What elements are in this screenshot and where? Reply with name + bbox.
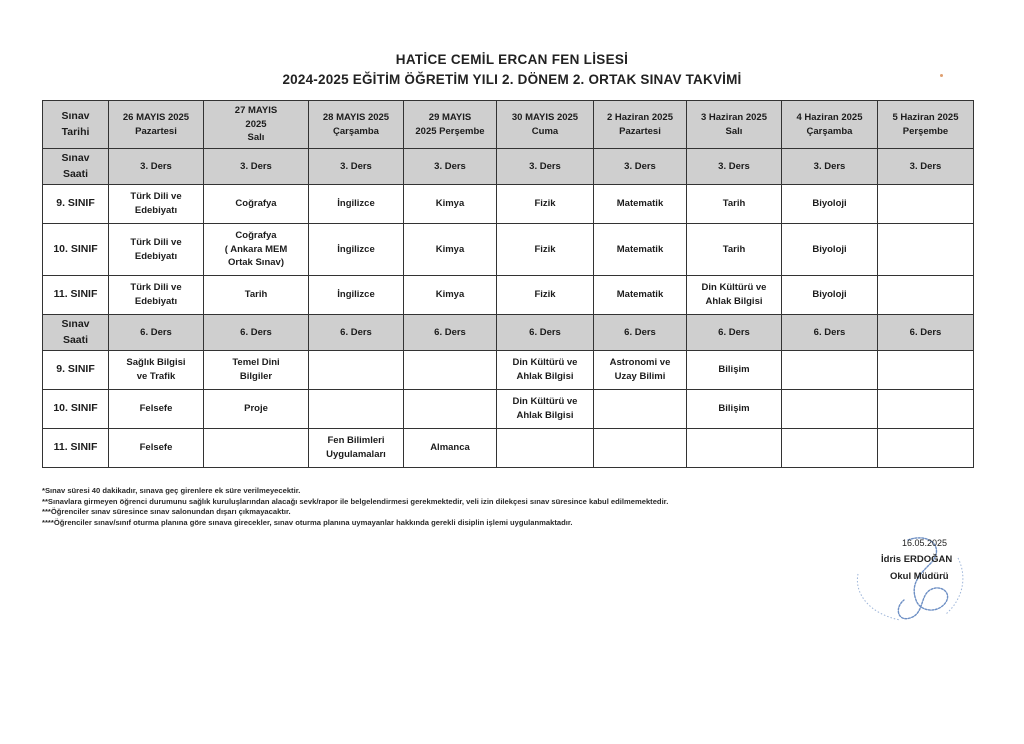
exam-hour-cell: 3. Ders bbox=[878, 149, 974, 185]
exam-subject-cell bbox=[594, 390, 687, 429]
class-row bbox=[43, 351, 974, 390]
principal-signature-block bbox=[850, 534, 970, 624]
class-row bbox=[43, 429, 974, 468]
exam-date-7: 3 Haziran 2025 Salı bbox=[687, 101, 782, 149]
exam-subject-cell bbox=[878, 351, 974, 390]
exam-subject-cell bbox=[497, 429, 594, 468]
exam-subject-cell: Tarih bbox=[687, 224, 782, 276]
exam-subject-cell: Fizik bbox=[497, 224, 594, 276]
exam-hour-cell: 6. Ders bbox=[687, 315, 782, 351]
class-label: 10. SINIF bbox=[43, 390, 109, 429]
class-label: 11. SINIF bbox=[43, 429, 109, 468]
exam-hour-cell: 3. Ders bbox=[404, 149, 497, 185]
exam-hour-cell: 6. Ders bbox=[204, 315, 309, 351]
exam-subject-cell: Din Kültürü ve Ahlak Bilgisi bbox=[497, 390, 594, 429]
exam-note: **Sınavlara girmeyen öğrenci durumunu sağlık kuruluşlarından alacağı sevk/rapor ile belgelendirmesi gerekmektedir, veli izin dilekçesi sınav süresince kabul edilmemektedir. bbox=[42, 496, 669, 506]
class-row bbox=[43, 185, 974, 224]
exam-subject-cell: Kimya bbox=[404, 224, 497, 276]
exam-subject-cell: Fizik bbox=[497, 185, 594, 224]
exam-hour-cell: 6. Ders bbox=[782, 315, 878, 351]
exam-subject-cell: Türk Dili ve Edebiyatı bbox=[109, 224, 204, 276]
exam-subject-cell: Matematik bbox=[594, 276, 687, 315]
exam-subject-cell: Proje bbox=[204, 390, 309, 429]
exam-subject-cell: Din Kültürü ve Ahlak Bilgisi bbox=[497, 351, 594, 390]
exam-hour-cell: 6. Ders bbox=[404, 315, 497, 351]
exam-subject-cell: Bilişim bbox=[687, 351, 782, 390]
exam-subject-cell: Bilişim bbox=[687, 390, 782, 429]
exam-hour-cell: 6. Ders bbox=[594, 315, 687, 351]
exam-subject-cell bbox=[782, 351, 878, 390]
exam-subject-cell: Kimya bbox=[404, 185, 497, 224]
exam-hour-cell: 3. Ders bbox=[594, 149, 687, 185]
exam-subject-cell: Türk Dili ve Edebiyatı bbox=[109, 185, 204, 224]
exam-subject-cell: Fen Bilimleri Uygulamaları bbox=[309, 429, 404, 468]
exam-subject-cell: Kimya bbox=[404, 276, 497, 315]
exam-hour-cell: 3. Ders bbox=[687, 149, 782, 185]
exam-date-8: 4 Haziran 2025 Çarşamba bbox=[782, 101, 878, 149]
class-row bbox=[43, 390, 974, 429]
exam-subject-cell bbox=[404, 351, 497, 390]
exam-note: ***Öğrenciler sınav süresince sınav salonundan dışarı çıkmayacaktır. bbox=[42, 507, 291, 516]
exam-subject-cell: Tarih bbox=[204, 276, 309, 315]
exam-subject-cell: Biyoloji bbox=[782, 224, 878, 276]
session1-hour-row bbox=[43, 149, 974, 185]
class-row bbox=[43, 276, 974, 315]
exam-subject-cell bbox=[878, 429, 974, 468]
exam-subject-cell: Astronomi ve Uzay Bilimi bbox=[594, 351, 687, 390]
exam-subject-cell: İngilizce bbox=[309, 224, 404, 276]
exam-subject-cell bbox=[687, 429, 782, 468]
exam-subject-cell: Coğrafya ( Ankara MEM Ortak Sınav) bbox=[204, 224, 309, 276]
class-label: 10. SINIF bbox=[43, 224, 109, 276]
exam-notes bbox=[42, 486, 982, 528]
exam-subject-cell bbox=[878, 185, 974, 224]
exam-hour-cell: 6. Ders bbox=[309, 315, 404, 351]
exam-date-1: 26 MAYIS 2025 Pazartesi bbox=[109, 101, 204, 149]
class-label: 9. SINIF bbox=[43, 185, 109, 224]
exam-subject-cell bbox=[204, 429, 309, 468]
exam-subject-cell bbox=[594, 429, 687, 468]
date-header-row bbox=[43, 101, 974, 149]
scan-speck bbox=[940, 74, 943, 77]
exam-subject-cell bbox=[878, 276, 974, 315]
exam-hour-cell: 3. Ders bbox=[204, 149, 309, 185]
exam-subject-cell: Biyoloji bbox=[782, 185, 878, 224]
exam-date-6: 2 Haziran 2025 Pazartesi bbox=[594, 101, 687, 149]
exam-subject-cell: Matematik bbox=[594, 185, 687, 224]
document-title: 2024-2025 EĞİTİM ÖĞRETİM YILI 2. DÖNEM 2. ORTAK SINAV TAKVİMİ bbox=[282, 72, 742, 87]
exam-hour-cell: 6. Ders bbox=[878, 315, 974, 351]
principal-role: Okul Müdürü bbox=[890, 571, 949, 582]
class-label: 11. SINIF bbox=[43, 276, 109, 315]
exam-subject-cell: Temel Dini Bilgiler bbox=[204, 351, 309, 390]
exam-subject-cell bbox=[782, 429, 878, 468]
class-row bbox=[43, 224, 974, 276]
exam-subject-cell: Türk Dili ve Edebiyatı bbox=[109, 276, 204, 315]
exam-date-label: Sınav Tarihi bbox=[43, 101, 109, 149]
exam-schedule-table bbox=[42, 100, 974, 468]
exam-hour-cell: 6. Ders bbox=[497, 315, 594, 351]
exam-subject-cell bbox=[782, 390, 878, 429]
exam-hour-cell: 3. Ders bbox=[782, 149, 878, 185]
exam-subject-cell bbox=[404, 390, 497, 429]
exam-subject-cell: Felsefe bbox=[109, 390, 204, 429]
exam-subject-cell: İngilizce bbox=[309, 185, 404, 224]
exam-subject-cell: Felsefe bbox=[109, 429, 204, 468]
exam-hour-cell: 6. Ders bbox=[109, 315, 204, 351]
exam-subject-cell: Sağlık Bilgisi ve Trafik bbox=[109, 351, 204, 390]
exam-subject-cell: Din Kültürü ve Ahlak Bilgisi bbox=[687, 276, 782, 315]
exam-time-label: Sınav Saati bbox=[43, 149, 109, 185]
exam-date-2: 27 MAYIS 2025 Salı bbox=[204, 101, 309, 149]
exam-date-5: 30 MAYIS 2025 Cuma bbox=[497, 101, 594, 149]
exam-hour-cell: 3. Ders bbox=[497, 149, 594, 185]
exam-note: ****Öğrenciler sınav/sınıf oturma planına göre sınava girecekler, sınav oturma planına uymayanlar hakkında gerekli disiplin işlemi uygulanmaktadır. bbox=[42, 517, 573, 527]
exam-subject-cell: Coğrafya bbox=[204, 185, 309, 224]
exam-date-9: 5 Haziran 2025 Perşembe bbox=[878, 101, 974, 149]
exam-subject-cell bbox=[878, 390, 974, 429]
exam-subject-cell: İngilizce bbox=[309, 276, 404, 315]
exam-subject-cell: Almanca bbox=[404, 429, 497, 468]
exam-subject-cell: Matematik bbox=[594, 224, 687, 276]
exam-subject-cell bbox=[309, 351, 404, 390]
exam-subject-cell bbox=[309, 390, 404, 429]
exam-time-label: Sınav Saati bbox=[43, 315, 109, 351]
school-name: HATİCE CEMİL ERCAN FEN LİSESİ bbox=[395, 52, 629, 67]
exam-subject-cell: Tarih bbox=[687, 185, 782, 224]
exam-subject-cell: Biyoloji bbox=[782, 276, 878, 315]
exam-date-4: 29 MAYIS 2025 Perşembe bbox=[404, 101, 497, 149]
exam-hour-cell: 3. Ders bbox=[109, 149, 204, 185]
exam-hour-cell: 3. Ders bbox=[309, 149, 404, 185]
exam-date-3: 28 MAYIS 2025 Çarşamba bbox=[309, 101, 404, 149]
principal-name: İdris ERDOĞAN bbox=[881, 554, 953, 565]
exam-subject-cell: Fizik bbox=[497, 276, 594, 315]
signature-date: 16.05.2025 bbox=[902, 538, 948, 548]
exam-note: *Sınav süresi 40 dakikadır, sınava geç girenlere ek süre verilmeyecektir. bbox=[42, 486, 301, 495]
class-label: 9. SINIF bbox=[43, 351, 109, 390]
session2-hour-row bbox=[43, 315, 974, 351]
exam-subject-cell bbox=[878, 224, 974, 276]
